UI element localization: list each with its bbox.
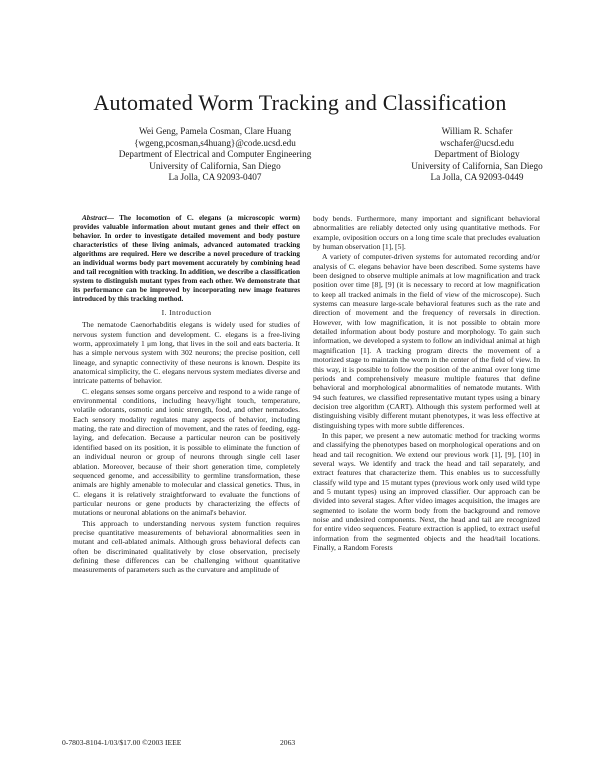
author-department: Department of Electrical and Computer Engineering — [118, 149, 312, 160]
page-number: 2063 — [280, 738, 296, 747]
paragraph: C. elegans senses some organs perceive and respond to a wide range of environmental conditions, including heavy/light touch, temperature, volatile odorants, osmotic and ionic strength, food, and other nematodes. Each sensory modality regulates many aspects of behavior, including mating, the rate and direction of movement, and the rates of feeding, egg-laying, and defecation. Because a particular neuron can be positively identified based on its position, it is possible to eliminate the function of an individual neuron or group of neurons through single cell laser ablation. Moreover, because of their short generation time, completely sequenced genome, and accessibility to germline transformation, these animals are highly amenable to molecular and classical genetics. Thus, in C. elegans it is relatively straightforward to evaluate the functions of particular neurons or gene products by characterizing the effects of mutations or neuronal ablations on the animal's behavior. — [73, 386, 300, 518]
author-city: La Jolla, CA 92093-0407 — [168, 172, 262, 183]
author-emails: {wgeng,pcosman,s4huang}@code.ucsd.edu — [134, 137, 296, 148]
paragraph: The nematode Caenorhabditis elegans is widely used for studies of nervous system function and development. C. elegans is a free-living worm, approximately 1 μm long, that lives in the soil and eats bacteria. It has a simple nervous system with 302 neurons; the precise position, cell lineage, and synaptic connectivity of these neurons is known. Despite its anatomical simplicity, the C. elegans nervous system mediates diverse and intricate patterns of behavior. — [73, 320, 300, 386]
abstract — [73, 214, 300, 304]
author-names: Wei Geng, Pamela Cosman, Clare Huang — [138, 126, 292, 136]
abstract-text: — The locomotion of C. elegans (a microscopic worm) provides valuable information about mutant genes and their effect on behavior. In order to investigate detailed movement and body posture characteristics of these living animals, advanced automated tracking algorithms are required. Here we describe a novel procedure of tracking an individual worms body part movement accurately by combining head and tail recognition with tracking. In addition, we describe a classification system to distinguish mutant types from each other. We demonstrate that its performance can be improved by incorporating new image features introduced by this tracking method. — [73, 214, 300, 303]
author-block-right — [372, 126, 582, 184]
author-department: Department of Biology — [434, 149, 520, 160]
paragraph: In this paper, we present a new automatic method for tracking worms and classifying the phenotypes based on morphological operations and on head and tail recognition. We extend our previous work [1], [9], [10] in several ways. We identify and track the head and tail separately, and extract features that characterize them. This enables us to successfully classify wild type and 15 mutant types (previous work only used wild type and 5 mutant types) using an improved classifier. Our approach can be divided into several stages. After video images acquisition, the images are segmented to isolate the worm body from the background and remove noise and undesired components. Next, the head and tail are recognized for entire video sequences. Feature extraction is applied, to extract useful information from the segmented objects and the head/tail locations. Finally, a Random Forests — [313, 430, 540, 553]
author-names: William R. Schafer — [441, 126, 513, 136]
copyright-footer: 0-7803-8104-1/03/$17.00 ©2003 IEEE — [62, 738, 182, 747]
paragraph: body bends. Furthermore, many important and significant behavioral abnormalities are reliably detected only using quantitative methods. For example, oviposition occurs on a long time scale that precludes evaluation by human observation [1], [5]. — [313, 214, 540, 252]
author-block-left — [90, 126, 340, 184]
paragraph: A variety of computer-driven systems for automated recording and/or analysis of C. elegans behavior have been described. Some systems have been designed to observe multiple animals at low magnification and track position over time [8], [9] (it is necessary to record at low magnification to keep all tracked animals in the field of view of the microscope). Such systems can measure large-scale behavioral features such as the rate and direction of movement and the frequency of reversals in direction. However, with low magnification, it is not possible to obtain more detailed information about body posture and morphology. To gain such information, we developed a system to follow an individual animal at high magnification [1]. A tracking program directs the movement of a motorized stage to maintain the worm in the center of the field of view. In this way, it is possible to follow the position of the animal over long time periods and comprehensively measure multiple features that define behavioral and morphological abnormalities of nematode mutants. With 94 such features, we classified representative mutant types using a binary decision tree algorithm (CART). Although this system performed well at distinguishing visibly different mutant phenotypes, it was less effective at distinguishing types with more subtle differences. — [313, 252, 540, 430]
right-column — [313, 214, 540, 552]
paragraph: This approach to understanding nervous system function requires precise quantitative measurements of behavioral abnormalities seen in mutant and cell-ablated animals. Although gross behavioral defects can often be discriminated qualitatively by close observation, precisely defining these differences can be challenging without quantitative measurements of parameters such as the curvature and amplitude of — [73, 518, 300, 575]
section-heading: I. Introduction — [161, 308, 212, 317]
paper-title: Automated Worm Tracking and Classification — [93, 90, 507, 115]
abstract-label: Abstract — [82, 214, 107, 222]
author-emails: wschafer@ucsd.edu — [439, 137, 515, 148]
author-city: La Jolla, CA 92093-0449 — [430, 172, 524, 183]
left-column — [73, 214, 300, 575]
author-university: University of California, San Diego — [149, 160, 281, 171]
author-university: University of California, San Diego — [411, 160, 543, 171]
